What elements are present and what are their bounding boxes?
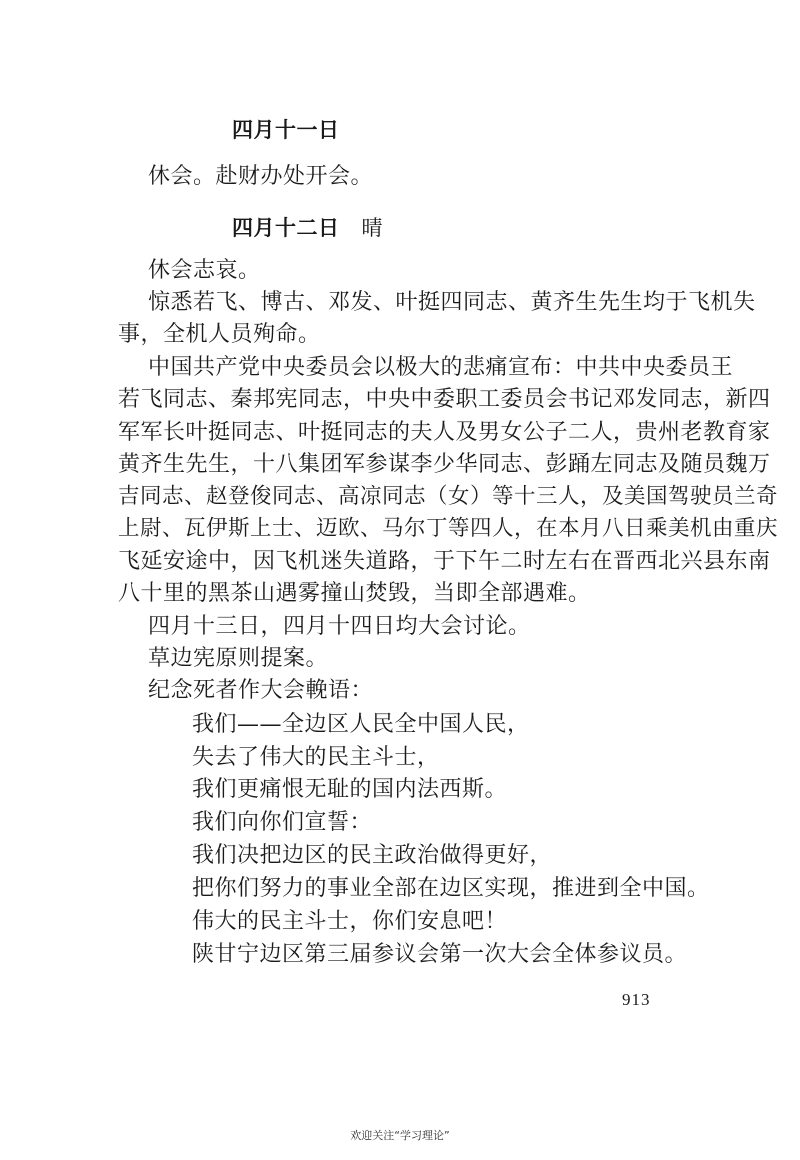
body-line: 吉同志、赵登俊同志、高凉同志（女）等十三人，及美国驾驶员兰奇 (118, 484, 779, 509)
verse-line: 我们——全边区人民全中国人民， (192, 712, 530, 737)
weather-text: 晴 (361, 216, 383, 240)
diary-paragraph-apr11: 休会。赴财办处开会。 (148, 164, 374, 189)
footer-note: 欢迎关注“学习理论” (350, 1129, 450, 1142)
body-line: 纪念死者作大会輓语： (148, 678, 374, 703)
body-line: 军军长叶挺同志、叶挺同志的夫人及男女公子二人，贵州老教育家 (118, 420, 771, 445)
body-line: 休会志哀。 (148, 258, 261, 283)
verse-line: 失去了伟大的民主斗士， (192, 745, 440, 770)
diary-date-heading-apr12 (232, 213, 383, 243)
body-line: 飞延安途中，因飞机迷失道路，于下午二时左右在晋西北兴县东南 (118, 549, 771, 574)
verse-line: 陕甘宁边区第三届参议会第一次大会全体参议员。 (192, 942, 688, 967)
body-line: 八十里的黑茶山遇雾撞山焚毁，当即全部遇难。 (118, 581, 591, 606)
date-text: 四月十二日 (232, 216, 340, 240)
body-line: 事，全机人员殉命。 (118, 322, 321, 347)
page-number: 913 (622, 990, 651, 1009)
verse-line: 我们向你们宣誓： (192, 810, 373, 835)
body-line: 四月十三日，四月十四日均大会讨论。 (148, 614, 531, 639)
diary-date-heading-apr11: 四月十一日 (232, 118, 340, 142)
body-line: 若飞同志、秦邦宪同志，中央中委职工委员会书记邓发同志，新四 (118, 387, 771, 412)
verse-line: 把你们努力的事业全部在边区实现，推进到全中国。 (192, 876, 710, 901)
body-line: 上尉、瓦伊斯上士、迈欧、马尔丁等四人，在本月八日乘美机由重庆 (118, 516, 779, 541)
verse-line: 我们决把边区的民主政治做得更好， (192, 843, 553, 868)
verse-line: 伟大的民主斗士，你们安息吧！ (192, 909, 508, 934)
body-line: 惊悉若飞、博古、邓发、叶挺四同志、黄齐生先生均于飞机失 (148, 290, 756, 315)
verse-line: 我们更痛恨无耻的国内法西斯。 (192, 777, 508, 802)
body-line: 黄齐生先生，十八集团军参谋李少华同志、彭踊左同志及随员魏万 (118, 452, 771, 477)
body-line: 草边宪原则提案。 (148, 646, 329, 671)
body-line: 中国共产党中央委员会以极大的悲痛宣布：中共中央委员王 (148, 355, 734, 380)
